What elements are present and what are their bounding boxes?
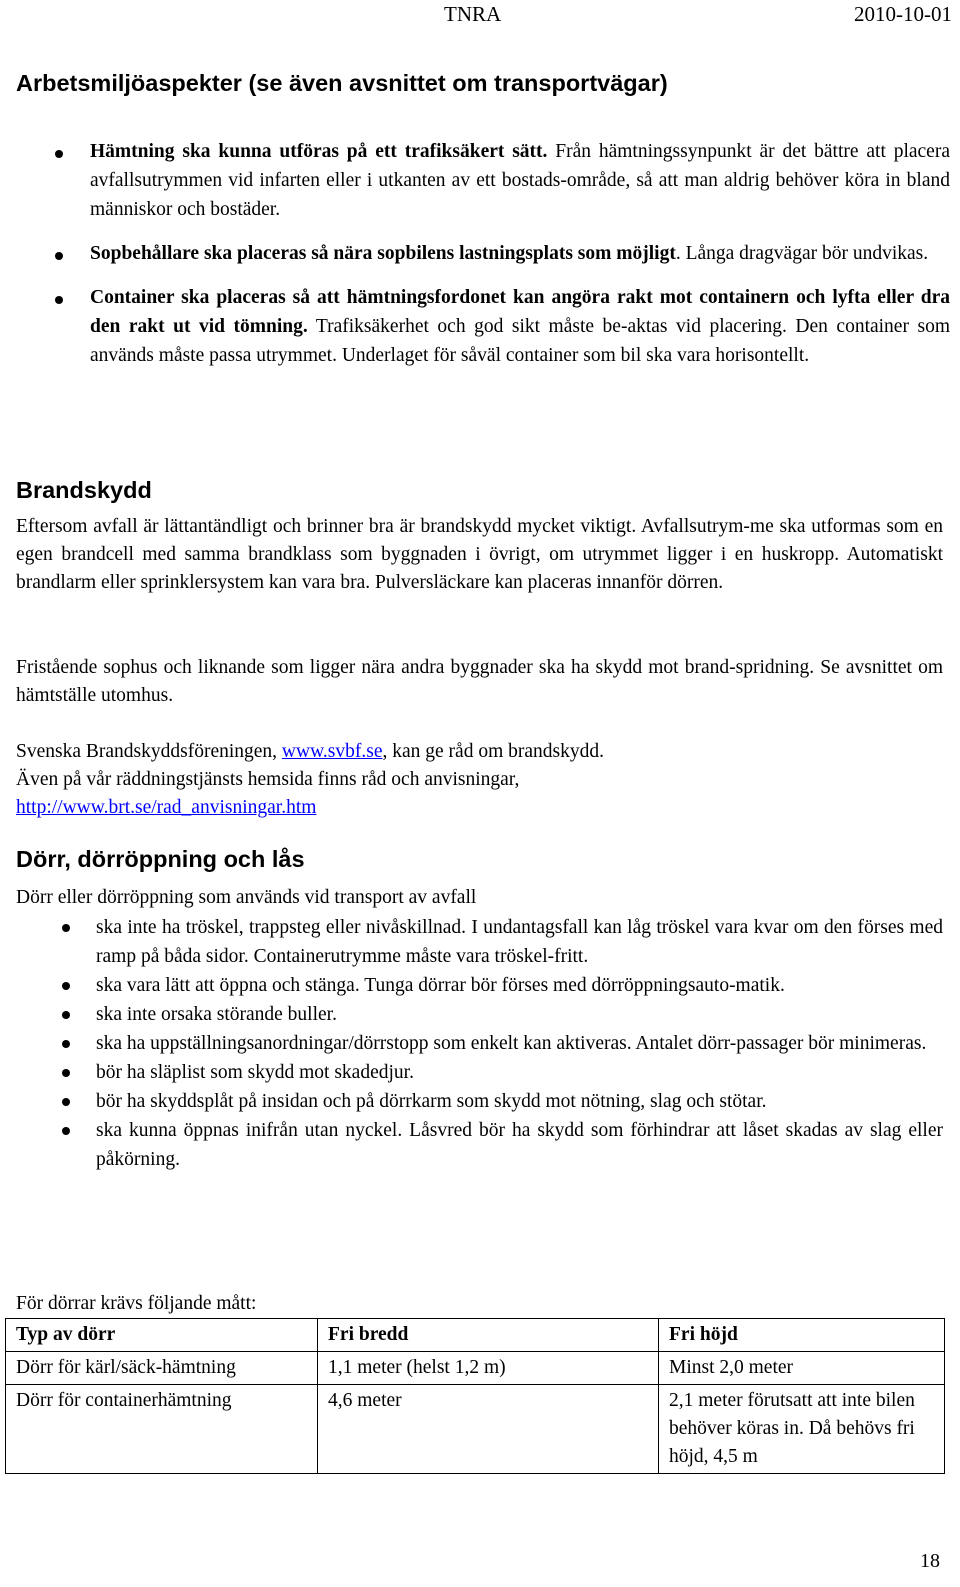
list-item xyxy=(0,137,950,224)
table-cell: 2,1 meter förutsatt att inte bilen behöver köras in. Då behövs fri höjd, 4,5 m xyxy=(659,1385,945,1474)
svbf-prefix: Svenska Brandskyddsföreningen, xyxy=(16,741,282,762)
table-cell: Dörr för kärl/säck-hämtning xyxy=(6,1352,318,1385)
dorr-list xyxy=(0,913,943,1174)
item-bold: Hämtning ska kunna utföras på ett trafiksäkert sätt. xyxy=(90,141,548,162)
table-cell: 4,6 meter xyxy=(318,1385,659,1474)
table-cell: Minst 2,0 meter xyxy=(659,1352,945,1385)
list-item xyxy=(0,283,950,370)
heading-dorr: Dörr, dörröppning och lås xyxy=(16,846,305,872)
list-item xyxy=(0,1029,943,1058)
bullet-icon xyxy=(55,252,63,260)
bullet-icon xyxy=(55,150,63,158)
item-text: bör ha släplist som skydd mot skadedjur. xyxy=(96,1062,414,1083)
list-item xyxy=(0,1087,943,1116)
list-item xyxy=(0,1000,943,1029)
heading-brandskydd: Brandskydd xyxy=(16,477,152,503)
door-dimensions-table xyxy=(5,1318,945,1474)
brandskydd-paragraph-3 xyxy=(16,738,943,822)
item-text: ska inte ha tröskel, trappsteg eller nivåskillnad. I undantagsfall kan låg tröskel vara kvar om den förses med ramp på båda sidor. Containerutrymme måste vara tröskel-fritt. xyxy=(96,917,943,967)
bullet-icon xyxy=(62,1069,70,1077)
bullet-icon xyxy=(62,924,70,932)
list-item xyxy=(0,1058,943,1087)
svbf-link[interactable]: www.svbf.se xyxy=(281,741,383,762)
item-text: Från hämtningssynpunkt är det bättre att placera avfallsutrymmen vid infarten eller i utkanten av ett bostads-område, så att man aldrig behöver köra in bland människor och bostäder. xyxy=(90,141,950,220)
arbetsmiljo-list xyxy=(0,137,950,370)
brandskydd-paragraph-2: Fristående sophus och liknande som ligger nära andra byggnader ska ha skydd mot brand-spridning. Se avsnittet om hämtställe utomhus. xyxy=(16,657,943,706)
heading-arbetsmiljo: Arbetsmiljöaspekter (se även avsnittet om transportvägar) xyxy=(16,70,668,96)
column-header: Fri höjd xyxy=(659,1319,945,1352)
table-header-row xyxy=(6,1319,945,1352)
column-header: Fri bredd xyxy=(318,1319,659,1352)
item-text: ska kunna öppnas inifrån utan nyckel. Låsvred bör ha skydd som förhindrar att låset skadas av slag eller påkörning. xyxy=(96,1120,943,1170)
header-org: TNRA xyxy=(444,2,502,26)
header-date: 2010-10-01 xyxy=(854,2,952,26)
brandskydd-paragraph-1: Eftersom avfall är lättantändligt och brinner bra är brandskydd mycket viktigt. Avfallsutrym-me ska utformas som en egen brandcell med samma brandklass som byggnaden i övrigt, om utrymmet ligger i en huskropp. Automatiskt brandlarm eller sprinklersystem kan vara bra. Pulversläckare kan placeras innanför dörren. xyxy=(16,516,943,593)
list-item xyxy=(0,1116,943,1174)
item-text: ska vara lätt att öppna och stänga. Tunga dörrar bör förses med dörröppningsauto-matik. xyxy=(96,975,785,996)
table-row xyxy=(6,1385,945,1474)
table-intro: För dörrar krävs följande mått: xyxy=(16,1293,257,1314)
bullet-icon xyxy=(62,1098,70,1106)
table-cell: Dörr för containerhämtning xyxy=(6,1385,318,1474)
item-text: ska ha uppställningsanordningar/dörrstopp som enkelt kan aktiveras. Antalet dörr-passager bör minimeras. xyxy=(96,1033,927,1054)
table-row xyxy=(6,1352,945,1385)
item-text: . Långa dragvägar bör undvikas. xyxy=(675,243,929,264)
column-header: Typ av dörr xyxy=(6,1319,318,1352)
item-text: bör ha skyddsplåt på insidan och på dörrkarm som skydd mot nötning, slag och stötar. xyxy=(96,1091,767,1112)
svbf-suffix: , kan ge råd om brandskydd. xyxy=(382,741,604,762)
item-bold: Sopbehållare ska placeras så nära sopbilens lastningsplats som möjligt xyxy=(90,243,676,264)
dorr-intro: Dörr eller dörröppning som används vid transport av avfall xyxy=(16,887,477,908)
bullet-icon xyxy=(62,1040,70,1048)
brt-link[interactable]: http://www.brt.se/rad_anvisningar.htm xyxy=(16,797,317,818)
bullet-icon xyxy=(62,982,70,990)
bullet-icon xyxy=(62,1011,70,1019)
list-item xyxy=(0,239,950,268)
item-bold: Container ska placeras så att hämtningsfordonet kan angöra rakt mot containern och lyfta eller dra den rakt ut vid tömning. xyxy=(90,287,950,337)
table-cell: 1,1 meter (helst 1,2 m) xyxy=(318,1352,659,1385)
bullet-icon xyxy=(55,296,63,304)
bullet-icon xyxy=(62,1127,70,1135)
list-item xyxy=(0,971,943,1000)
page-number: 18 xyxy=(920,1550,940,1572)
brt-text: Även på vår räddningstjänsts hemsida finns råd och anvisningar, xyxy=(16,769,520,790)
list-item xyxy=(0,913,943,971)
item-text: ska inte orsaka störande buller. xyxy=(96,1004,337,1025)
item-text: Trafiksäkerhet och god sikt måste be-aktas vid placering. Den container som används måste passa utrymmet. Underlaget för såväl container som bil ska vara horisontellt. xyxy=(90,316,950,366)
